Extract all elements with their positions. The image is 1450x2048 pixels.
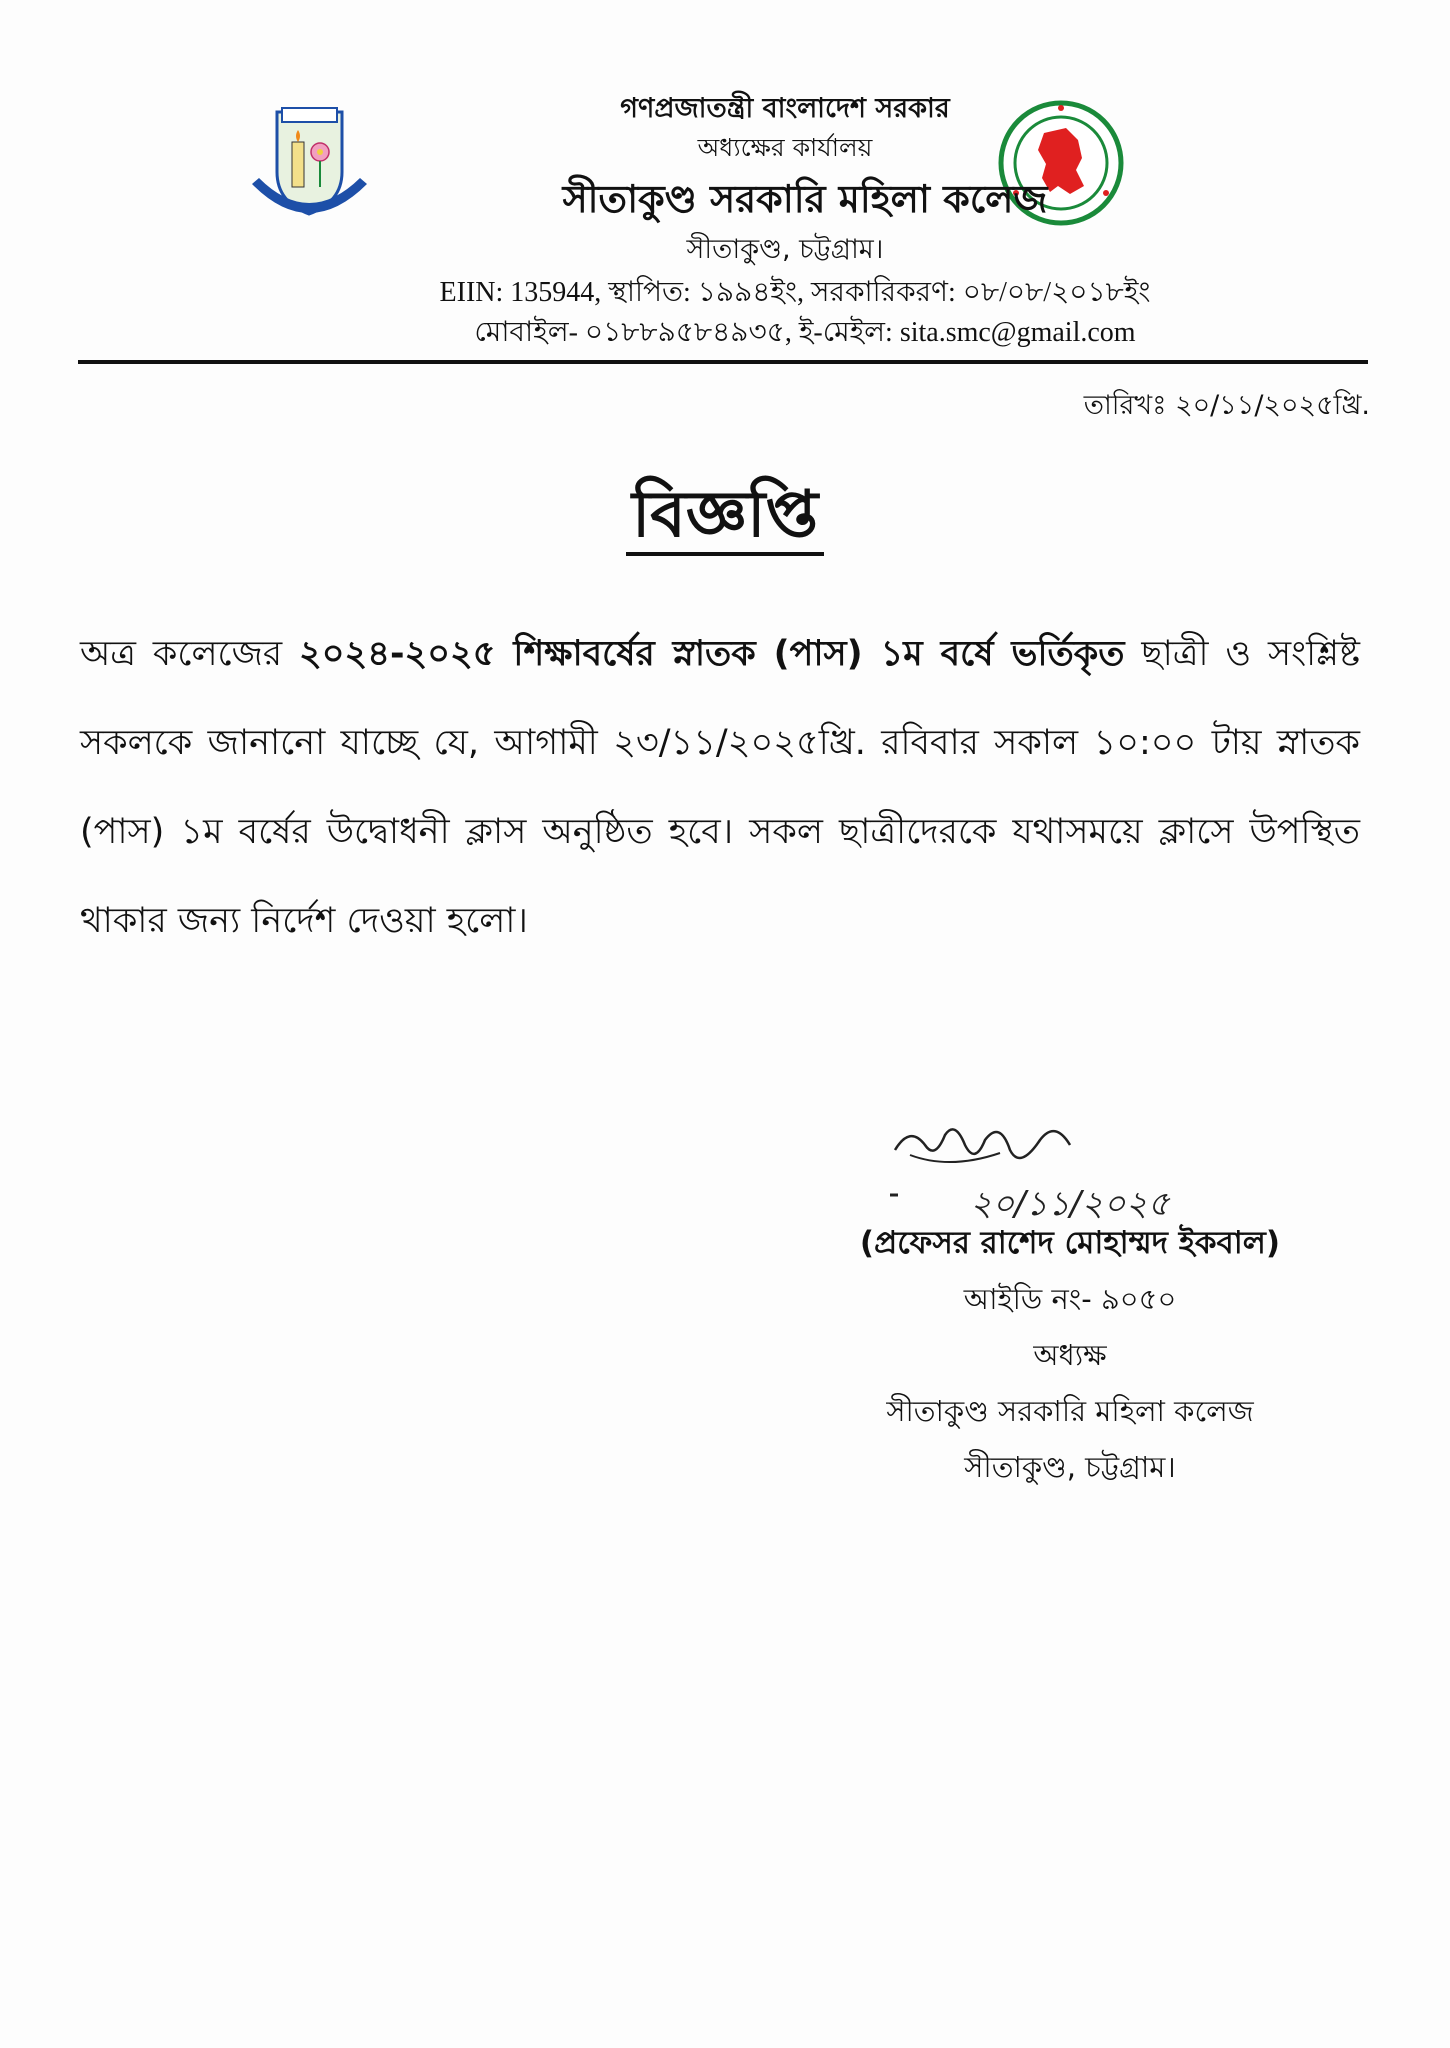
office-heading: অধ্যক্ষের কার্যালয় [697, 133, 873, 162]
body-part-2-bold: ২০২৪-২০২৫ শিক্ষাবর্ষের স্নাতক (পাস) ১ম বর্ষে ভর্তিকৃত [299, 634, 1125, 674]
contact-info: মোবাইল- ০১৮৮৯৫৮৪৯৩৫, ই-মেইল: sita.smc@gmail.com [474, 317, 1136, 348]
signatory-id: আইডি নং- ৯০৫০ [963, 1282, 1177, 1316]
notice-body [80, 610, 1360, 966]
header-divider [78, 360, 1368, 364]
signatory-designation: অধ্যক্ষ [1033, 1338, 1107, 1372]
notice-title: বিজ্ঞপ্তি [626, 480, 824, 556]
body-part-1: অত্র কলেজের [80, 634, 300, 674]
notice-title-wrap [0, 478, 1450, 556]
body-part-3: ছাত্রী ও সংশ্লিষ্ট সকলকে জানানো যাচ্ছে যে, আগামী ২৩/১১/২০২৫খ্রি. রবিবার সকাল ১০:০০ টায় স্নাতক (পাস) ১ম বর্ষের উদ্বোধনী ক্লাস অনুষ্ঠিত হবে। সকল ছাত্রীদেরকে যথাসময়ে ক্লাসে উপস্থিত থাকার জন্য নির্দেশ দেওয়া হলো। [80, 634, 1360, 941]
signatory-location: সীতাকুণ্ড, চট্টগ্রাম। [964, 1450, 1176, 1484]
signatory-college: সীতাকুণ্ড সরকারি মহিলা কলেজ [886, 1394, 1254, 1428]
notice-date: তারিখঃ ২০/১১/২০২৫খ্রি. [1083, 390, 1370, 421]
govt-heading: গণপ্রজাতন্ত্রী বাংলাদেশ সরকার [620, 93, 950, 124]
college-location: সীতাকুণ্ড, চট্টগ্রাম। [686, 234, 884, 265]
eiin-info: EIIN: 135944, স্থাপিত: ১৯৯৪ইং, সরকারিকরণ: ০৮/০৮/২০১৮ইং [439, 277, 1151, 308]
college-name: সীতাকুণ্ড সরকারি মহিলা কলেজ [562, 177, 1048, 221]
signature-block [800, 1215, 1340, 1495]
signature-date: ২০/১১/২০২৫ [970, 1184, 1170, 1224]
signatory-name: (প্রফেসর রাশেদ মোহাম্মদ ইকবাল) [859, 1225, 1281, 1261]
